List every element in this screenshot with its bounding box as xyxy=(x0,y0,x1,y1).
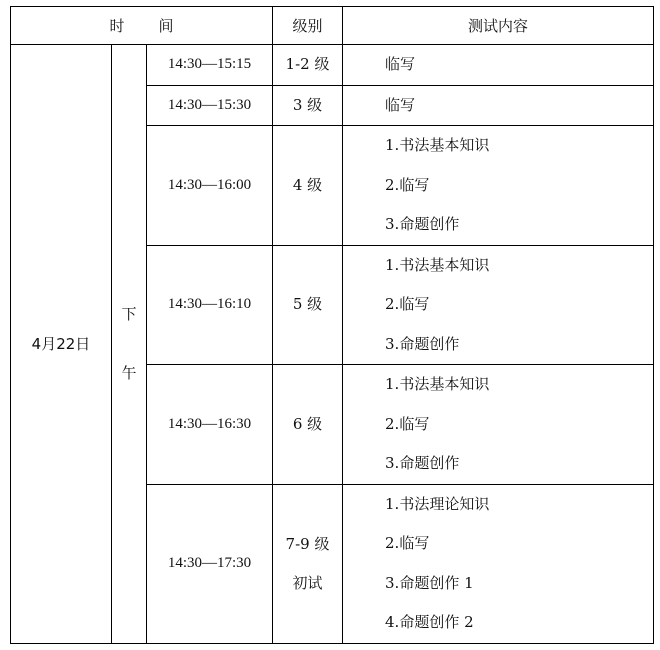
time-cell: 14:30—17:30 xyxy=(147,484,273,643)
level-text: 1-2 级 xyxy=(285,55,330,74)
content-cell xyxy=(343,126,654,246)
period-char-2: 午 xyxy=(121,363,137,382)
date-cell: 4月22日 xyxy=(11,45,112,644)
content-item: 临写 xyxy=(385,95,416,114)
header-time xyxy=(11,7,273,45)
content-cell xyxy=(343,484,654,643)
content-item: 3.命题创作 xyxy=(385,334,460,353)
level-text: 3 级 xyxy=(292,95,323,114)
header-row xyxy=(11,7,654,45)
header-content: 测试内容 xyxy=(343,7,654,45)
time-cell: 14:30—16:10 xyxy=(147,245,273,365)
time-cell: 14:30—15:30 xyxy=(147,85,273,126)
period-char-1: 下 xyxy=(121,304,137,323)
content-item: 1.书法理论知识 xyxy=(385,494,490,513)
content-cell xyxy=(343,245,654,365)
content-cell xyxy=(343,45,654,86)
content-item: 2.临写 xyxy=(385,175,430,194)
header-level: 级别 xyxy=(273,7,343,45)
level-cell xyxy=(273,365,343,485)
content-item: 2.临写 xyxy=(385,534,430,552)
table-row xyxy=(11,45,654,86)
level-cell xyxy=(273,45,343,86)
time-cell: 14:30—16:30 xyxy=(147,365,273,485)
content-item: 2.临写 xyxy=(385,414,430,433)
content-item: 临写 xyxy=(385,55,416,73)
level-text: 4 级 xyxy=(292,175,323,194)
level-text: 6 级 xyxy=(292,414,323,433)
content-item: 3.命题创作 xyxy=(385,454,460,472)
time-cell: 14:30—15:15 xyxy=(147,45,273,86)
content-cell xyxy=(343,85,654,126)
content-item: 4.命题创作 2 xyxy=(385,613,474,631)
content-cell xyxy=(343,365,654,485)
level-cell xyxy=(273,484,343,643)
header-time-char1: 时 xyxy=(109,17,125,35)
content-item: 1.书法基本知识 xyxy=(385,255,490,274)
period-cell xyxy=(112,45,147,644)
content-item: 2.临写 xyxy=(385,295,430,313)
header-time-char2: 间 xyxy=(158,17,174,35)
level-cell xyxy=(273,245,343,365)
content-item: 1.书法基本知识 xyxy=(385,375,490,393)
content-item: 1.书法基本知识 xyxy=(385,136,490,154)
level-note: 初试 xyxy=(292,573,323,592)
time-cell: 14:30—16:00 xyxy=(147,126,273,246)
exam-schedule-table xyxy=(10,6,654,644)
level-cell xyxy=(273,126,343,246)
level-text: 5 级 xyxy=(292,295,323,314)
level-text: 7-9 级 xyxy=(285,534,330,553)
level-cell xyxy=(273,85,343,126)
content-item: 3.命题创作 xyxy=(385,215,460,233)
content-item: 3.命题创作 1 xyxy=(385,573,474,592)
